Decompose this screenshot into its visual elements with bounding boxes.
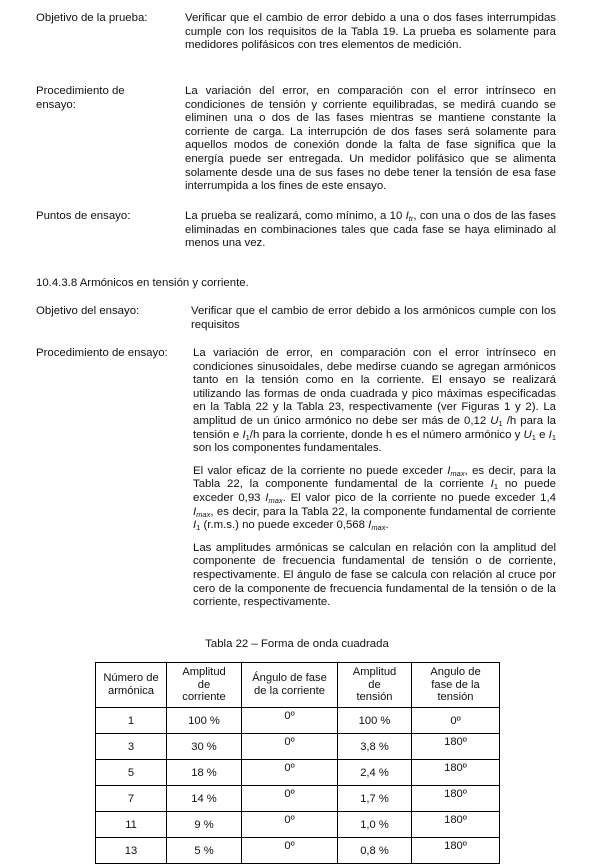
procedure-label-line2: ensayo:	[36, 98, 76, 111]
text-run: son los componentes fundamentales.	[193, 442, 382, 455]
harmonics-objective-text: Verificar que el cambio de error debido a los armónicos cumple con los requisitos	[191, 305, 556, 331]
paragraph-1	[193, 347, 556, 456]
table-row	[96, 838, 500, 864]
cell-harmonic: 5	[96, 760, 167, 786]
cell-harmonic: 3	[96, 734, 167, 760]
header-voltage-amplitude	[338, 663, 412, 708]
cell-voltage-amplitude: 0,8 %	[338, 838, 412, 864]
cell-current-angle: 0º	[242, 786, 338, 812]
cell-harmonic: 11	[96, 812, 167, 838]
symbol-I: I	[242, 428, 246, 441]
header-line: Amplitud	[352, 666, 397, 679]
subscript: 1	[245, 432, 250, 442]
subscript: 1	[493, 482, 499, 492]
text-run: /h para la corriente, donde h es el número armónico y	[249, 428, 524, 441]
text-run: , es decir, para la Tabla 22, la componente fundamental de la corriente	[193, 464, 556, 491]
subscript: max	[450, 468, 465, 478]
cell-current-amplitude: 9 %	[167, 812, 242, 838]
cell-voltage-angle: 180º	[412, 734, 500, 760]
cell-voltage-angle: 180º	[412, 812, 500, 838]
cell-current-angle: 0º	[242, 812, 338, 838]
cell-current-amplitude: 100 %	[167, 708, 242, 734]
header-line: de la corriente	[254, 685, 325, 697]
cell-current-angle: 0º	[242, 708, 338, 734]
procedure-label-line1: Procedimiento de	[36, 85, 125, 97]
table-header-row	[96, 663, 500, 708]
table-caption: Tabla 22 – Forma de onda cuadrada	[205, 638, 389, 650]
header-line: Ángulo de fase	[252, 672, 327, 685]
header-line: Número de	[103, 672, 159, 685]
cell-voltage-amplitude: 3,8 %	[338, 734, 412, 760]
text-run: e	[535, 428, 549, 441]
cell-harmonic: 1	[96, 708, 167, 734]
symbol-I: I	[490, 478, 494, 491]
text-run: La prueba se realizará, como mínimo, a 10	[185, 210, 406, 222]
objective-label: Objetivo de la prueba:	[36, 12, 148, 24]
header-line: de	[197, 678, 211, 691]
table-row	[96, 760, 500, 786]
text-run: , con una o dos de las fases eliminadas en combinaciones tales que cada fase se haya eliminado al menos una vez.	[185, 210, 557, 250]
text-run: .	[385, 519, 389, 532]
test-points-label: Puntos de ensayo:	[36, 210, 131, 222]
symbol-I: I	[193, 519, 197, 532]
header-line: fase de la	[431, 678, 480, 691]
cell-voltage-amplitude: 1,7 %	[338, 786, 412, 812]
subscript-tr: tr	[408, 214, 414, 223]
cell-voltage-amplitude: 2,4 %	[338, 760, 412, 786]
cell-voltage-amplitude: 100 %	[338, 708, 412, 734]
cell-current-angle: 0º	[242, 760, 338, 786]
symbol-U: U	[523, 428, 532, 441]
harmonics-objective-label: Objetivo del ensayo:	[36, 305, 140, 317]
cell-voltage-amplitude: 1,0 %	[338, 812, 412, 838]
table-row	[96, 708, 500, 734]
text-run: (r.m.s.) no puede exceder 0,568	[200, 519, 369, 532]
header-line: tensión	[437, 691, 474, 704]
paragraph-2	[193, 465, 556, 533]
objective-text: Verificar que el cambio de error debido a una o dos fases interrumpidas cumple con los requisitos de la Tabla 19. La prueba es solamente para medidores polifásicos con tres elementos de medición.	[185, 12, 556, 52]
text-run: La variación de error, en comparación con el error intrínseco en condiciones sinusoidales, debe medirse cuando se agregan armónicos tanto en la tensión como en la corriente. El ensayo se realizará utilizando las formas de onda cuadrada y pico máximas especificadas en la Tabla 22 y la Tabla 23, respectivamente (ver Figuras 1 y 2). La amplitud de un único armónico no debe ser más de 0,12	[193, 347, 556, 427]
table-row	[96, 786, 500, 812]
header-line: corriente	[182, 691, 226, 704]
cell-voltage-angle: 0º	[412, 708, 500, 734]
cell-harmonic: 13	[96, 838, 167, 864]
text-run: . El valor pico de la corriente no puede exceder 1,4	[282, 491, 556, 504]
section-heading: 10.4.3.8 Armónicos en tensión y corriente.	[36, 277, 249, 289]
harmonics-table	[95, 662, 500, 864]
symbol-I: I	[548, 428, 552, 441]
header-line: Amplitud	[182, 666, 226, 679]
header-line: tensión	[356, 691, 393, 704]
cell-current-amplitude: 5 %	[167, 838, 242, 864]
cell-current-amplitude: 14 %	[167, 786, 242, 812]
header-line: armónica	[107, 685, 154, 697]
test-points-text	[185, 210, 556, 251]
text-run: , es decir, para la Tabla 22, la componente fundamental de corriente	[210, 505, 556, 518]
text-run: El valor eficaz de la corriente no puede exceder	[193, 464, 448, 477]
cell-voltage-angle: 180º	[412, 838, 500, 864]
symbol-I: I	[265, 491, 269, 504]
cell-harmonic: 7	[96, 786, 167, 812]
harmonics-procedure-text	[193, 347, 556, 610]
table-row	[96, 734, 500, 760]
header-line: de	[368, 678, 381, 691]
cell-current-amplitude: 18 %	[167, 760, 242, 786]
subscript: max	[268, 495, 283, 505]
symbol-U: U	[490, 414, 499, 427]
cell-current-angle: 0º	[242, 734, 338, 760]
subscript: 1	[196, 523, 201, 533]
cell-voltage-angle: 180º	[412, 760, 500, 786]
text-run: /h para la tensión e	[193, 414, 556, 441]
symbol-I: I	[405, 210, 409, 222]
procedure-label	[36, 85, 125, 112]
header-current-amplitude	[167, 663, 242, 708]
table-row	[96, 812, 500, 838]
header-harmonic-number	[96, 663, 167, 708]
subscript: 1	[498, 418, 503, 428]
paragraph-3: Las amplitudes armónicas se calculan en relación con la amplitud del componente de frecuencia fundamental de tensión o de corriente, respectivamente. El ángulo de fase se calcula con relación al cruce por cero de la componente de frecuencia fundamental de la tensión o de la corriente, respectivamente.	[193, 541, 556, 609]
cell-current-amplitude: 30 %	[167, 734, 242, 760]
header-line: Angulo de	[430, 666, 481, 679]
subscript: 1	[551, 432, 556, 442]
harmonics-procedure-label: Procedimiento de ensayo:	[36, 347, 168, 359]
procedure-text: La variación del error, en comparación con el error intrínseco en condiciones de tensión y corriente equilibradas, se medirá cuando se eliminen una o dos de las fases mientras se mantiene constante la corriente de carga. La interrupción de dos fases será solamente para aquellos modos de conexión donde la falta de fase significa que la energía puede ser entregada. Un medidor polifásico que se alimenta solamente desde una de sus fases no debe tener la tensión de esa fase interrumpida a los fines de este ensayo.	[185, 85, 556, 193]
subscript: max	[371, 523, 386, 533]
cell-current-angle: 0º	[242, 838, 338, 864]
symbol-I: I	[447, 464, 451, 477]
subscript: 1	[531, 432, 536, 442]
cell-voltage-angle: 180º	[412, 786, 500, 812]
symbol-I: I	[368, 519, 372, 532]
subscript: max	[196, 509, 211, 519]
text-run: no puede exceder 0,93	[193, 478, 556, 504]
header-voltage-phase-angle	[412, 663, 500, 708]
header-current-phase-angle	[242, 663, 338, 708]
symbol-I: I	[193, 505, 197, 518]
